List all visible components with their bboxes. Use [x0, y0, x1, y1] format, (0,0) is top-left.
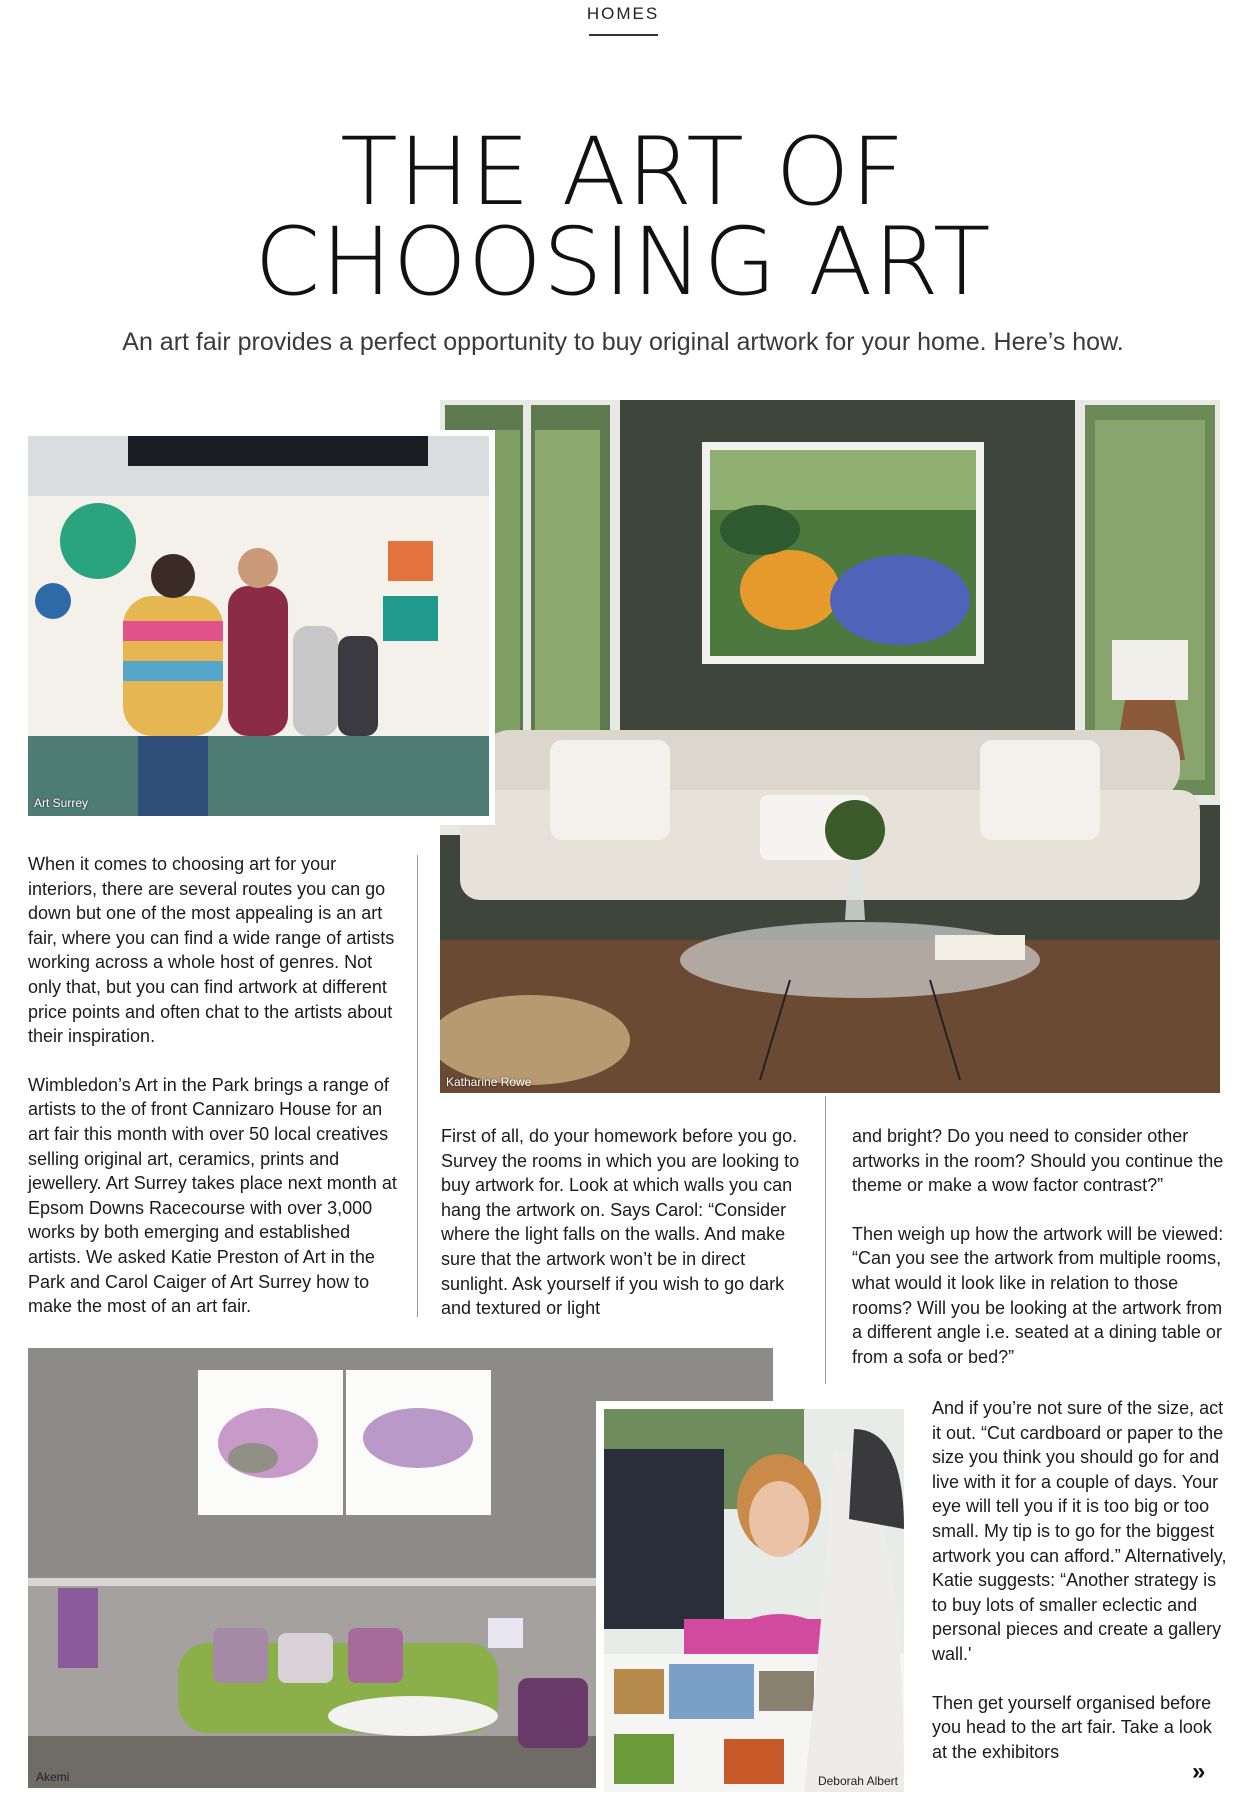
section-underline [589, 34, 658, 36]
col2-paragraph-1: First of all, do your homework before you go. Survey the rooms in which you are looking to buy artwork for. Look at which walls you can hang the artwork on. Says Carol: “Consider where the light falls on the walls. And make sure that the artwork won’t be in direct sunlight. Ask yourself if you wish to go dark and textured or light [441, 1126, 800, 1319]
column-2 [441, 1124, 811, 1321]
column-divider-1 [417, 855, 418, 1317]
portrait-credit: Deborah Albert [817, 1774, 898, 1788]
fair-photo-credit: Art Surrey [34, 796, 89, 810]
col1-paragraph-2: Wimbledon’s Art in the Park brings a range of artists to the of front Cannizaro House for an art fair this month with over 50 local creatives selling original art, ceramics, prints and jewellery. Art Surrey takes place next month at Epsom Downs Racecourse with over 3,000 works by both emerging and established artists. We asked Katie Preston of Art in the Park and Carol Caiger of Art Surrey how to make the most of an art fair. [28, 1074, 397, 1317]
continue-arrow-icon: » [1192, 1758, 1206, 1785]
living-room-credit: Katharine Rowe [446, 1075, 532, 1089]
title-line-2: CHOOSING ART [254, 208, 992, 317]
purple-room-credit: Akemi [36, 1770, 70, 1784]
col3-paragraph-4: Then get yourself organised before you head to the art fair. Take a look at the exhibitors [932, 1692, 1212, 1762]
section-label: HOMES [586, 4, 660, 23]
column-divider-2 [825, 1096, 826, 1384]
col3-paragraph-2: Then weigh up how the artwork will be viewed: “Can you see the artwork from multiple rooms, what would it look like in relation to those rooms? Will you be looking at the artwork from a different angle i.e. seated at a dining table or from a sofa or bed?” [852, 1223, 1224, 1367]
artist-portrait-photo [604, 1409, 904, 1792]
article-subtitle: An art fair provides a perfect opportunity to buy original artwork for your home. Here’s how. [122, 328, 1124, 356]
column-1 [28, 852, 408, 1319]
column-3-bottom [932, 1396, 1227, 1764]
col3-paragraph-3: And if you’re not sure of the size, act it out. “Cut cardboard or paper to the size you think you should go for and live with it for a couple of days. Your eye will tell you if it is too big or too small. My tip is to go for the biggest artwork you can afford.” Alternatively, Katie suggests: “Another strategy is to buy lots of smaller eclectic and personal pieces and create a gallery wall.' [932, 1398, 1227, 1664]
art-fair-photo [28, 436, 489, 816]
article-title [0, 118, 1246, 317]
col1-paragraph-1: When it comes to choosing art for your interiors, there are several routes you can go down but one of the most appealing is an art fair, where you can find a wide range of artists working across a whole host of genres. Not only that, but you can find artwork at different price points and often chat to the artists about their inspiration. [28, 854, 395, 1047]
title-line-1: THE ART OF [340, 118, 906, 227]
living-room-photo [440, 400, 1220, 1093]
col3-paragraph-1: and bright? Do you need to consider other artworks in the room? Should you continue the theme or make a wow factor contrast?” [852, 1126, 1224, 1196]
column-3-top [852, 1124, 1227, 1369]
